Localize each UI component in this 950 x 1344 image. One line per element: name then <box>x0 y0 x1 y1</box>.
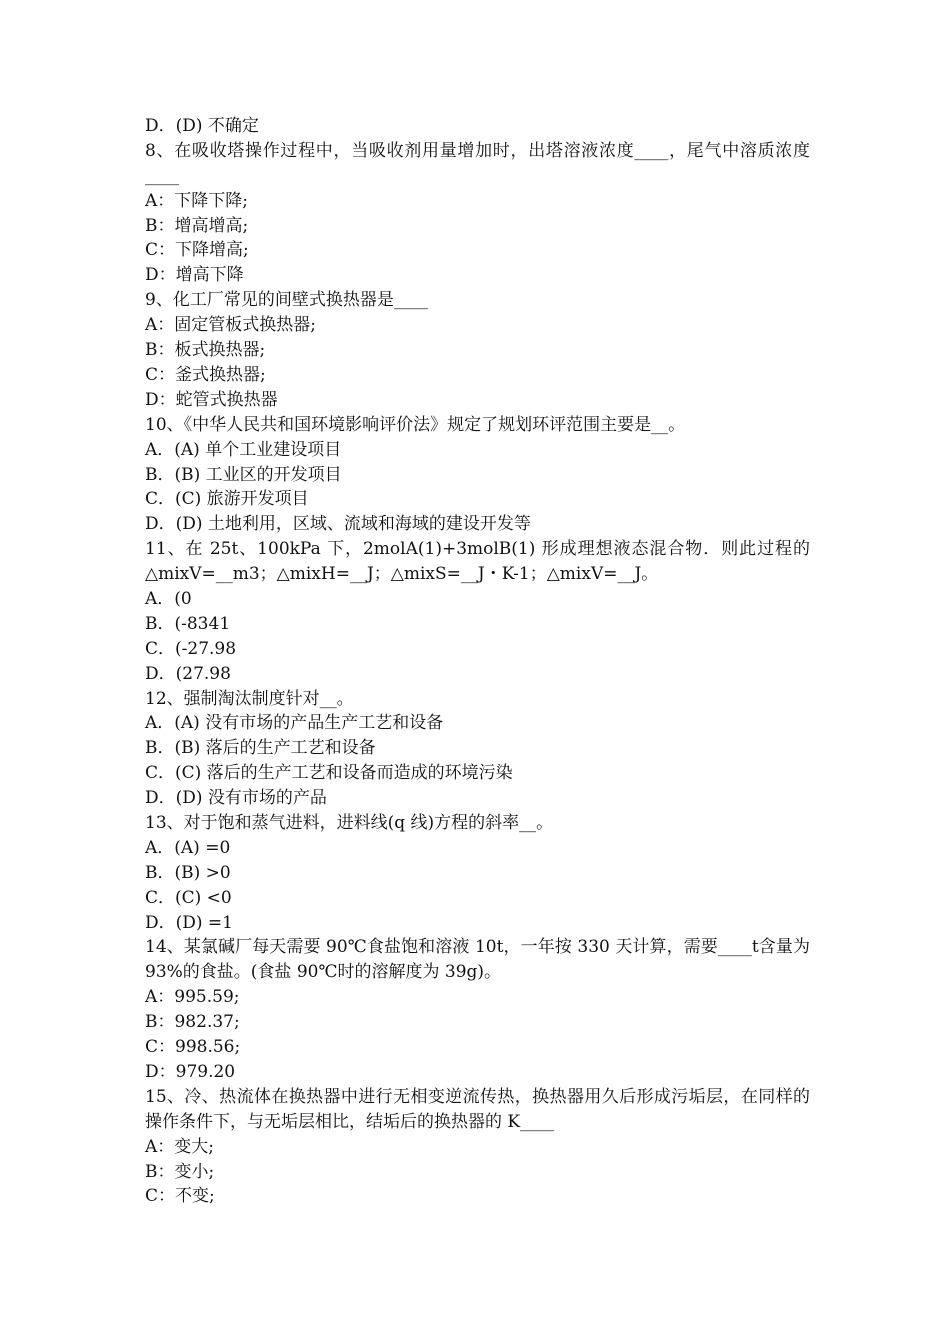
option-text: D．(D) 不确定 <box>145 116 259 136</box>
option-text: C：釜式换热器; <box>145 364 266 385</box>
option-text: B：增高增高; <box>145 215 249 236</box>
option-text: C．(C) 旅游开发项目 <box>145 489 309 510</box>
question-text: 11、在 25t、100kPa 下，2molA(1)+3molB(1) 形成理想液态混合物．则此过程的△mixV=__m3；△mixH=__J；△mixS=__J・K-1；△mixV=__J。 <box>145 539 810 585</box>
option-text: B．(B) >0 <box>145 862 231 883</box>
question-text: 12、强制淘汰制度针对__。 <box>145 688 354 709</box>
option-text: B．(-8341 <box>145 613 231 634</box>
question-text: 8、在吸收塔操作过程中，当吸收剂用量增加时，出塔溶液浓度____，尾气中溶质浓度____ <box>145 140 810 186</box>
option-text: C：不变; <box>145 1186 215 1207</box>
option-text: A．(A) 单个工业建设项目 <box>145 439 342 460</box>
option-text: B：板式换热器; <box>145 340 266 361</box>
option-text: D．(D) 没有市场的产品 <box>145 788 327 809</box>
option-text: D．(D) 土地利用，区域、流域和海域的建设开发等 <box>145 514 531 535</box>
question-text: 15、冷、热流体在换热器中进行无相变逆流传热，换热器用久后形成污垢层，在同样的操作条件下，与无垢层相比，结垢后的换热器的 K____ <box>145 1086 810 1132</box>
option-text: D．(D) =1 <box>145 912 233 933</box>
option-text: A：变大; <box>145 1136 215 1157</box>
option-text: C．(C) 落后的生产工艺和设备而造成的环境污染 <box>145 763 513 784</box>
question-text: 9、化工厂常见的间壁式换热器是____ <box>145 290 428 311</box>
option-text: C：998.56; <box>145 1037 241 1058</box>
option-text: A：995.59; <box>145 987 240 1008</box>
document-page <box>145 114 810 1209</box>
question-text: 14、某氯碱厂每天需要 90℃食盐饱和溶液 10t，一年按 330 天计算，需要____t含量为 93%的食盐。(食盐 90℃时的溶解度为 39g)。 <box>145 937 810 983</box>
option-text: A：固定管板式换热器; <box>145 315 317 336</box>
option-text: D．(27.98 <box>145 663 231 684</box>
option-text: D：979.20 <box>145 1061 236 1082</box>
option-text: B．(B) 工业区的开发项目 <box>145 464 342 485</box>
option-text: C．(C) <0 <box>145 887 232 908</box>
option-text: A．(0 <box>145 588 192 609</box>
question-text: 13、对于饱和蒸气进料，进料线(q 线)方程的斜率__。 <box>145 813 554 833</box>
question-text: 10、《中华人民共和国环境影响评价法》规定了规划环评范围主要是__。 <box>145 414 686 435</box>
option-text: D：蛇管式换热器 <box>145 389 278 410</box>
option-text: B：变小; <box>145 1161 215 1182</box>
option-text: A．(A) 没有市场的产品生产工艺和设备 <box>145 713 444 734</box>
option-text: C．(-27.98 <box>145 638 237 659</box>
option-text: A．(A) =0 <box>145 837 231 858</box>
option-text: C：下降增高; <box>145 240 249 261</box>
option-text: A：下降下降; <box>145 190 249 211</box>
option-text: D：增高下降 <box>145 265 244 286</box>
option-text: B．(B) 落后的生产工艺和设备 <box>145 738 376 759</box>
option-text: B：982.37; <box>145 1012 240 1033</box>
